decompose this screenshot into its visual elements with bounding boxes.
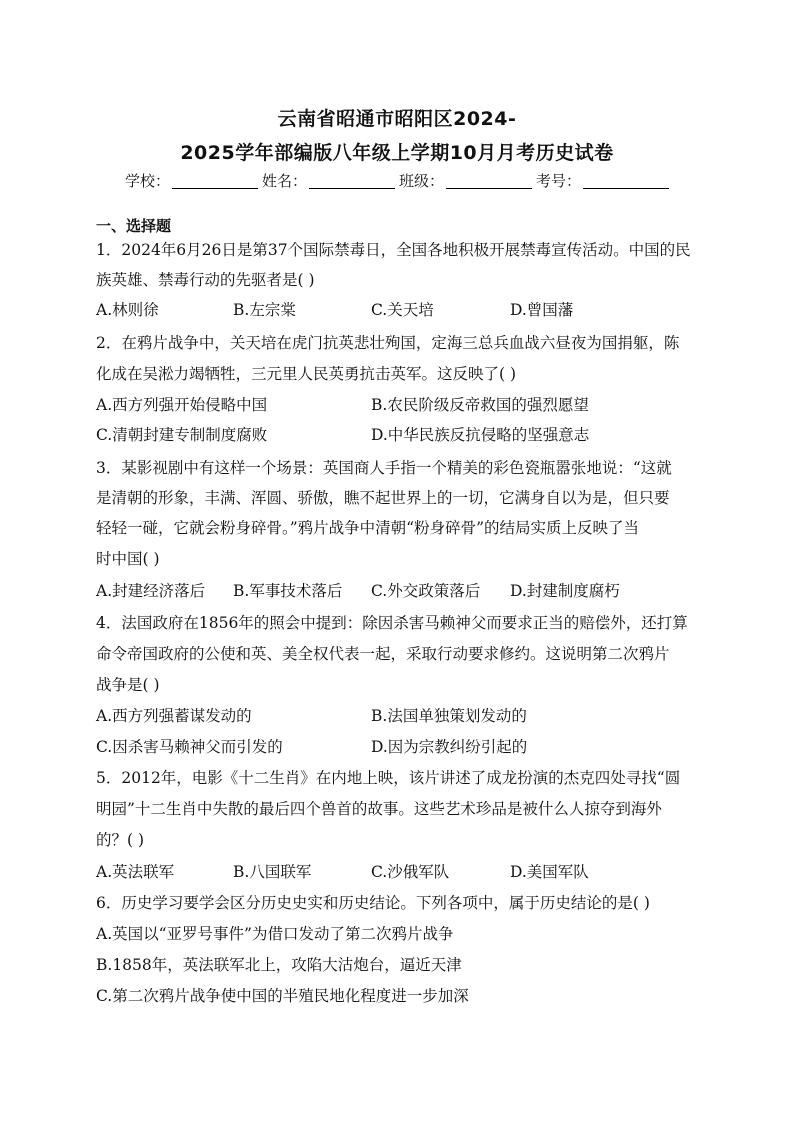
name-label: 姓名： bbox=[262, 172, 308, 190]
question-text: 轻轻一碰，它就会粉身碎骨。”鸦片战争中清朝“粉身碎骨”的结局实质上反映了当 bbox=[96, 519, 640, 537]
option-a: A.英法联军 bbox=[96, 863, 175, 881]
option-b: B.法国单独策划发动的 bbox=[371, 707, 527, 725]
option-a: A.封建经济落后 bbox=[96, 582, 206, 600]
option-a: A.西方列强蓄谋发动的 bbox=[96, 707, 252, 725]
school-blank bbox=[172, 172, 258, 189]
question-text: 明园”十二生肖中失散的最后四个兽首的故事。这些艺术珍品是被什么人掠夺到海外 bbox=[96, 800, 662, 818]
question-text: 6．历史学习要学会区分历史史实和历史结论。下列各项中，属于历史结论的是( ) bbox=[96, 894, 650, 912]
option-c: C.沙俄军队 bbox=[371, 863, 450, 881]
option-c: C.因杀害马赖神父而引发的 bbox=[96, 738, 283, 756]
question-text: 2．在鸦片战争中，关天培在虎门抗英悲壮殉国，定海三总兵血战六昼夜为国捐躯，陈 bbox=[96, 334, 680, 352]
option-d: D.美国军队 bbox=[510, 863, 589, 881]
section-title: 一、选择题 bbox=[96, 217, 172, 235]
option-d: D.曾国藩 bbox=[510, 301, 574, 319]
number-label: 考号： bbox=[536, 172, 582, 190]
exam-title-line2: 2025学年部编版八年级上学期10月月考历史试卷 bbox=[180, 142, 614, 164]
option-c: C.外交政策落后 bbox=[371, 582, 481, 600]
question-text: 命令帝国政府的公使和英、美全权代表一起，采取行动要求修约。这说明第二次鸦片 bbox=[96, 645, 670, 663]
option-c: C.关天培 bbox=[371, 301, 434, 319]
question-text: 是清朝的形象，丰满、浑圆、骄傲，瞧不起世界上的一切，它满身自以为是，但只要 bbox=[96, 489, 670, 507]
name-blank bbox=[309, 172, 395, 189]
student-info-row bbox=[125, 170, 673, 191]
option-b: B.军事技术落后 bbox=[233, 582, 343, 600]
question-text: 族英雄、禁毒行动的先驱者是( ) bbox=[96, 271, 315, 289]
question-text: 1．2024年6月26日是第37个国际禁毒日，全国各地积极开展禁毒宣传活动。中国的民 bbox=[96, 241, 691, 259]
class-label: 班级： bbox=[399, 172, 445, 190]
option-a: A.英国以“亚罗号事件”为借口发动了第二次鸦片战争 bbox=[96, 925, 454, 943]
question-text: 4．法国政府在1856年的照会中提到：除因杀害马赖神父而要求正当的赔偿外，还打算 bbox=[96, 614, 688, 632]
option-b: B.农民阶级反帝救国的强烈愿望 bbox=[371, 396, 589, 414]
option-d: D.中华民族反抗侵略的坚强意志 bbox=[371, 426, 590, 444]
option-a: A.西方列强开始侵略中国 bbox=[96, 396, 268, 414]
class-blank bbox=[446, 172, 532, 189]
exam-title-line1: 云南省昭通市昭阳区2024- bbox=[277, 108, 517, 130]
school-label: 学校： bbox=[125, 172, 171, 190]
question-text: 5．2012年，电影《十二生肖》在内地上映，该片讲述了成龙扮演的杰克四处寻找“圆 bbox=[96, 769, 681, 787]
question-text: 化成在吴淞力竭牺牲，三元里人民英勇抗击英军。这反映了( ) bbox=[96, 365, 517, 383]
option-b: B.八国联军 bbox=[233, 863, 312, 881]
question-text: 战争是( ) bbox=[96, 676, 160, 694]
option-c: C.第二次鸦片战争使中国的半殖民地化程度进一步加深 bbox=[96, 987, 469, 1005]
option-a: A.林则徐 bbox=[96, 301, 159, 319]
option-d: D.因为宗教纠纷引起的 bbox=[371, 738, 528, 756]
option-d: D.封建制度腐朽 bbox=[510, 582, 620, 600]
option-b: B.左宗棠 bbox=[233, 301, 296, 319]
option-b: B.1858年，英法联军北上，攻陷大沽炮台，逼近天津 bbox=[96, 956, 462, 974]
number-blank bbox=[583, 172, 669, 189]
question-text: 的？( ) bbox=[96, 831, 145, 849]
question-text: 3．某影视剧中有这样一个场景：英国商人手指一个精美的彩色瓷瓶嚣张地说：“这就 bbox=[96, 459, 672, 477]
option-c: C.清朝封建专制制度腐败 bbox=[96, 426, 268, 444]
question-text: 时中国( ) bbox=[96, 550, 160, 568]
